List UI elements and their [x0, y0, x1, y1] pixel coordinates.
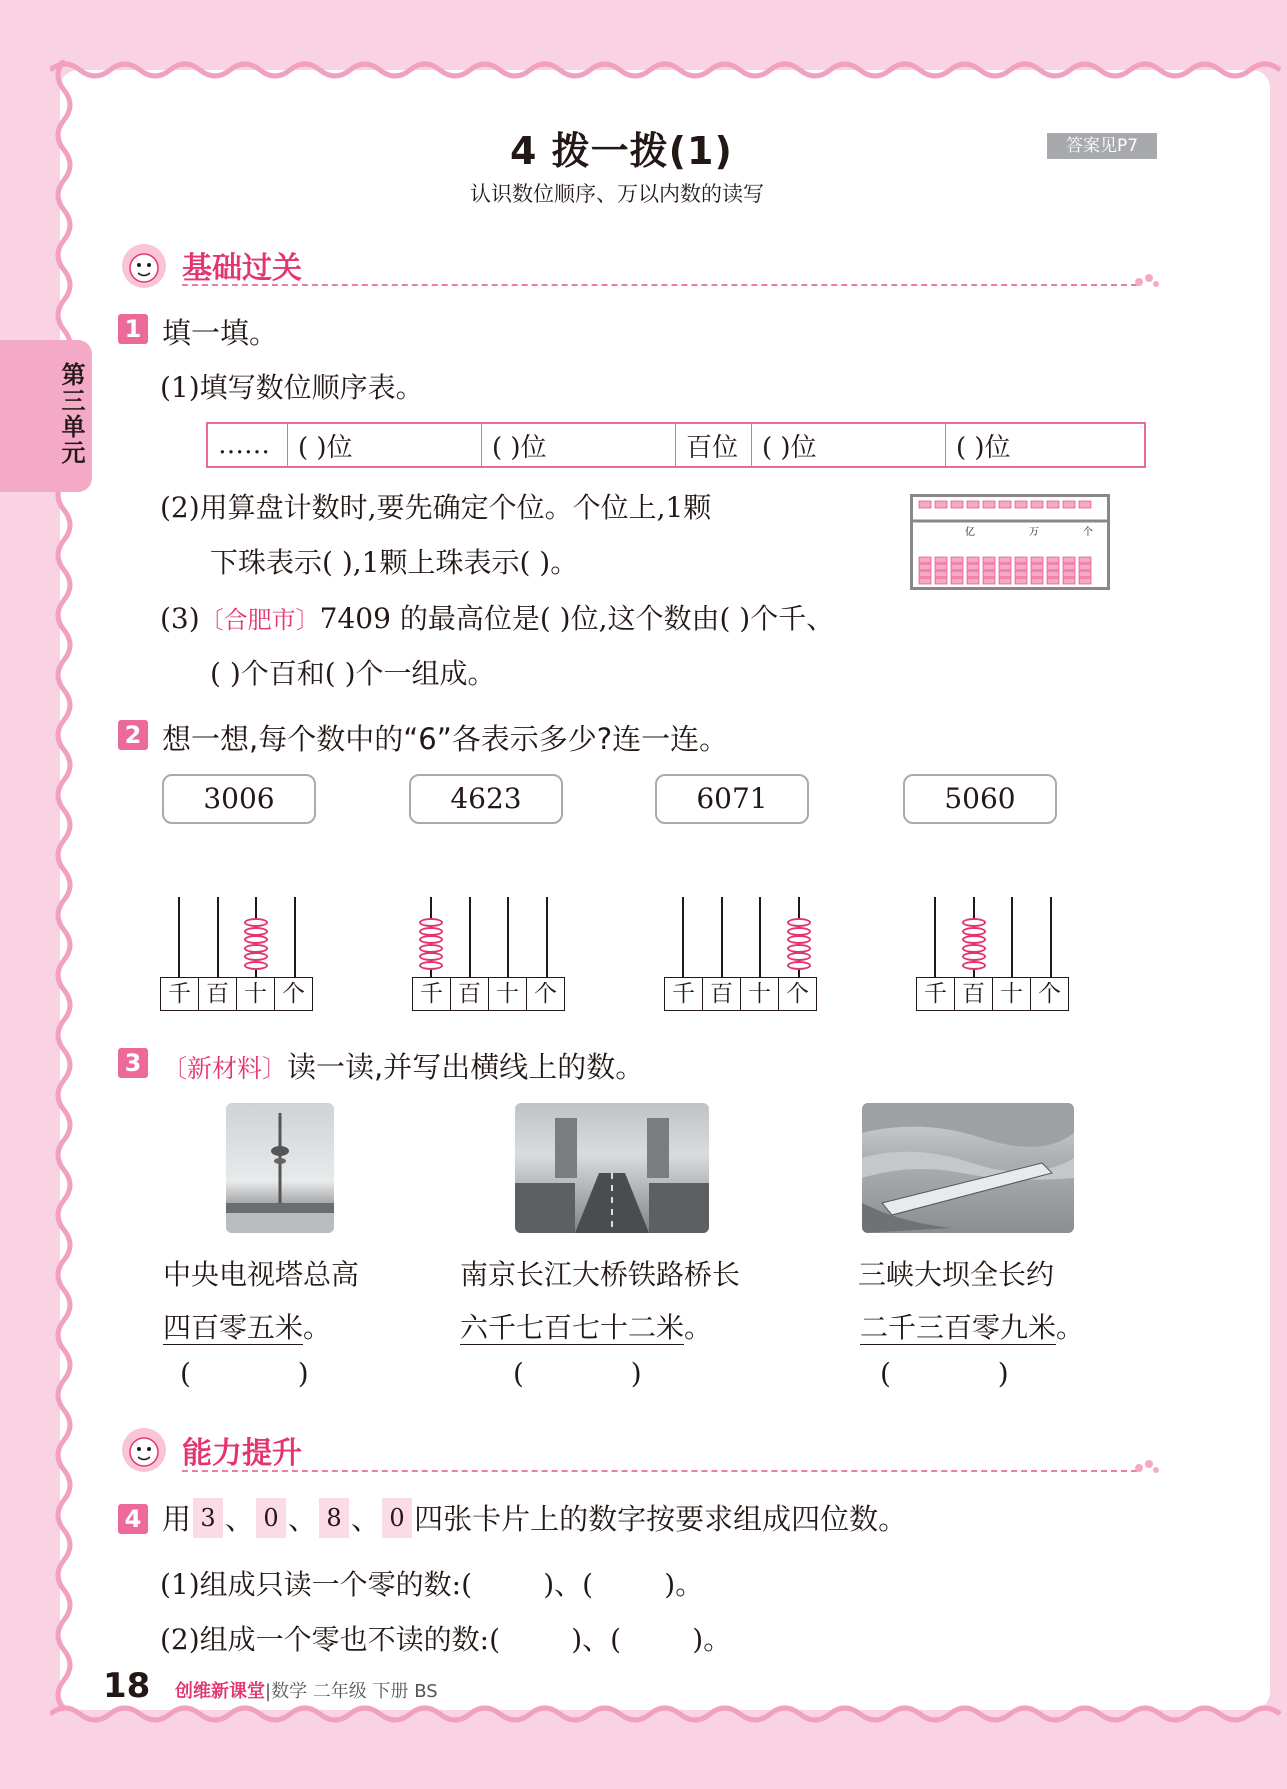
footer-info	[175, 1677, 438, 1703]
table-cell[interactable]: ( )位	[752, 424, 946, 466]
q3-item2-line2	[460, 1306, 712, 1346]
bead	[419, 927, 443, 936]
abacus-label-ge: 个	[1083, 527, 1093, 538]
bead	[962, 952, 986, 961]
table-cell: ……	[208, 424, 288, 466]
rod	[934, 897, 936, 977]
rod	[1050, 897, 1052, 977]
new-material-tag: 〔新材料〕	[162, 1054, 288, 1083]
bead	[787, 918, 811, 927]
q4-sep: 、	[351, 1502, 381, 1536]
book-info: |数学 二年级 下册 BS	[265, 1681, 438, 1702]
section-divider	[182, 284, 1137, 286]
q1-part2-line1: (2)用算盘计数时,要先确定个位。个位上,1颗	[160, 491, 712, 524]
cctv-tower-photo	[226, 1103, 334, 1233]
question-number-2: 2	[118, 720, 148, 750]
bead	[962, 935, 986, 944]
answer-blank[interactable]: ( )	[513, 1357, 642, 1390]
q1-part3-line2: ( )个百和( )个一组成。	[210, 657, 496, 690]
q4-prefix: 用	[162, 1502, 192, 1536]
q1-part3-prefix: (3)	[160, 602, 200, 635]
question-4-text	[162, 1497, 907, 1538]
section-divider	[182, 1470, 1137, 1472]
lesson-subtitle: 认识数位顺序、万以内数的读写	[470, 182, 764, 206]
bead	[244, 918, 268, 927]
question-number-4: 4	[118, 1504, 148, 1534]
place-label: 个	[282, 981, 305, 1007]
question-2-text: 想一想,每个数中的“6”各表示多少?连一连。	[162, 722, 729, 756]
bead	[244, 935, 268, 944]
bead	[962, 944, 986, 953]
bead	[419, 935, 443, 944]
number-card[interactable]: 5060	[903, 774, 1057, 824]
rod	[469, 897, 471, 977]
table-cell[interactable]: ( )位	[288, 424, 482, 466]
wavy-border-top	[50, 56, 1285, 84]
question-1-text: 填一填。	[162, 316, 279, 350]
dots-decoration-icon	[1133, 270, 1161, 292]
digit-card: 0	[382, 1498, 412, 1538]
wavy-border-bottom	[50, 1700, 1285, 1728]
bead	[787, 927, 811, 936]
digit-card: 3	[193, 1498, 223, 1538]
number-card[interactable]: 6071	[655, 774, 809, 824]
place-value-boxes	[664, 977, 817, 1011]
bead	[244, 944, 268, 953]
q4-part2: (2)组成一个零也不读的数:( )、( )。	[160, 1623, 732, 1656]
answer-reference-badge: 答案见P7	[1047, 133, 1157, 159]
digit-card: 0	[256, 1498, 286, 1538]
bead	[787, 952, 811, 961]
answer-blank[interactable]: ( )	[180, 1357, 309, 1390]
counting-frame[interactable]	[160, 897, 316, 1015]
number-card[interactable]: 3006	[162, 774, 316, 824]
place-label: 千	[413, 978, 451, 1010]
bead	[244, 927, 268, 936]
q4-sep: 、	[288, 1502, 318, 1536]
q3-item2-line1: 南京长江大桥铁路桥长	[460, 1258, 741, 1291]
counting-frame[interactable]	[412, 897, 568, 1015]
q4-sep: 、	[225, 1502, 255, 1536]
unit-tab-label: 第三单元	[57, 362, 85, 466]
answer-blank[interactable]: ( )	[880, 1357, 1009, 1390]
bead	[244, 961, 268, 970]
three-gorges-dam-photo	[862, 1103, 1074, 1233]
page-number: 18	[103, 1666, 151, 1706]
q1-part2-line2: 下珠表示( ),1颗上珠表示( )。	[210, 546, 579, 579]
bead	[419, 961, 443, 970]
wavy-border-left	[50, 60, 78, 1720]
place-label: 个	[534, 981, 557, 1007]
unit-tab	[0, 340, 92, 492]
place-value-boxes	[412, 977, 565, 1011]
q3-item3-line1: 三峡大坝全长约	[858, 1258, 1055, 1291]
bead	[419, 952, 443, 961]
region-tag: 〔合肥市〕	[199, 606, 320, 634]
section-title-ability: 能力提升	[182, 1436, 302, 1471]
place-label: 十	[741, 978, 779, 1010]
rod	[178, 897, 180, 977]
bead	[962, 927, 986, 936]
lesson-title: 4 拨一拨(1)	[510, 129, 733, 173]
bead	[787, 961, 811, 970]
monkey-mascot-icon	[116, 1422, 172, 1474]
counting-frame[interactable]	[664, 897, 820, 1015]
bead	[419, 944, 443, 953]
bead	[419, 918, 443, 927]
place-label: 十	[237, 978, 275, 1010]
question-number-3: 3	[118, 1048, 148, 1078]
q4-suffix: 四张卡片上的数字按要求组成四位数。	[414, 1502, 908, 1536]
bead	[962, 961, 986, 970]
rod	[721, 897, 723, 977]
abacus-label-wan: 万	[1029, 527, 1039, 538]
place-value-table	[206, 422, 1146, 468]
monkey-mascot-icon	[116, 238, 172, 290]
place-label: 千	[665, 978, 703, 1010]
q3-item1-end: 。	[303, 1311, 332, 1344]
underlined-text: 六千七百七十二米	[460, 1311, 685, 1344]
nanjing-bridge-photo	[515, 1103, 709, 1233]
bead	[244, 952, 268, 961]
place-label: 个	[1038, 981, 1061, 1007]
bead	[787, 935, 811, 944]
number-card[interactable]: 4623	[409, 774, 563, 824]
place-label: 百	[199, 978, 237, 1010]
rod	[546, 897, 548, 977]
place-label: 千	[161, 978, 199, 1010]
question-3-text	[162, 1045, 644, 1086]
question-3-instruction: 读一读,并写出横线上的数。	[287, 1050, 645, 1084]
abacus-drawing	[913, 497, 1107, 587]
place-label: 十	[489, 978, 527, 1010]
q1-part3-line1	[160, 597, 834, 637]
q1-part3-text: 7409 的最高位是( )位,这个数由( )个千、	[319, 602, 835, 635]
q3-item3-line2	[860, 1306, 1084, 1346]
place-label: 百	[703, 978, 741, 1010]
counting-frame[interactable]	[916, 897, 1072, 1015]
underlined-text: 二千三百零九米	[860, 1311, 1057, 1344]
table-cell[interactable]: ( )位	[956, 432, 1011, 463]
rod	[507, 897, 509, 977]
place-label: 十	[993, 978, 1031, 1010]
rod	[294, 897, 296, 977]
q4-part1: (1)组成只读一个零的数:( )、( )。	[160, 1568, 704, 1601]
brand-name: 创维新课堂	[175, 1681, 265, 1702]
q3-item2-end: 。	[684, 1311, 713, 1344]
underlined-text: 四百零五米	[163, 1311, 304, 1344]
bead	[787, 944, 811, 953]
table-cell[interactable]: ( )位	[482, 424, 676, 466]
place-label: 百	[955, 978, 993, 1010]
question-number-1: 1	[118, 314, 148, 344]
rod	[682, 897, 684, 977]
abacus-image	[910, 494, 1110, 590]
bead	[962, 918, 986, 927]
q3-item1-line2	[163, 1306, 331, 1346]
table-cell: 百位	[676, 424, 752, 466]
place-value-boxes	[160, 977, 313, 1011]
rod	[759, 897, 761, 977]
rod	[1011, 897, 1013, 977]
abacus-label-yi: 亿	[965, 527, 975, 538]
q1-part1: (1)填写数位顺序表。	[160, 371, 424, 404]
q3-item3-end: 。	[1056, 1311, 1085, 1344]
place-label: 个	[786, 981, 809, 1007]
place-label: 千	[917, 978, 955, 1010]
place-label: 百	[451, 978, 489, 1010]
place-value-boxes	[916, 977, 1069, 1011]
dots-decoration-icon	[1133, 1456, 1161, 1478]
rod	[217, 897, 219, 977]
digit-card: 8	[319, 1498, 349, 1538]
section-title-basic: 基础过关	[182, 251, 302, 286]
q3-item1-line1: 中央电视塔总高	[163, 1258, 360, 1291]
